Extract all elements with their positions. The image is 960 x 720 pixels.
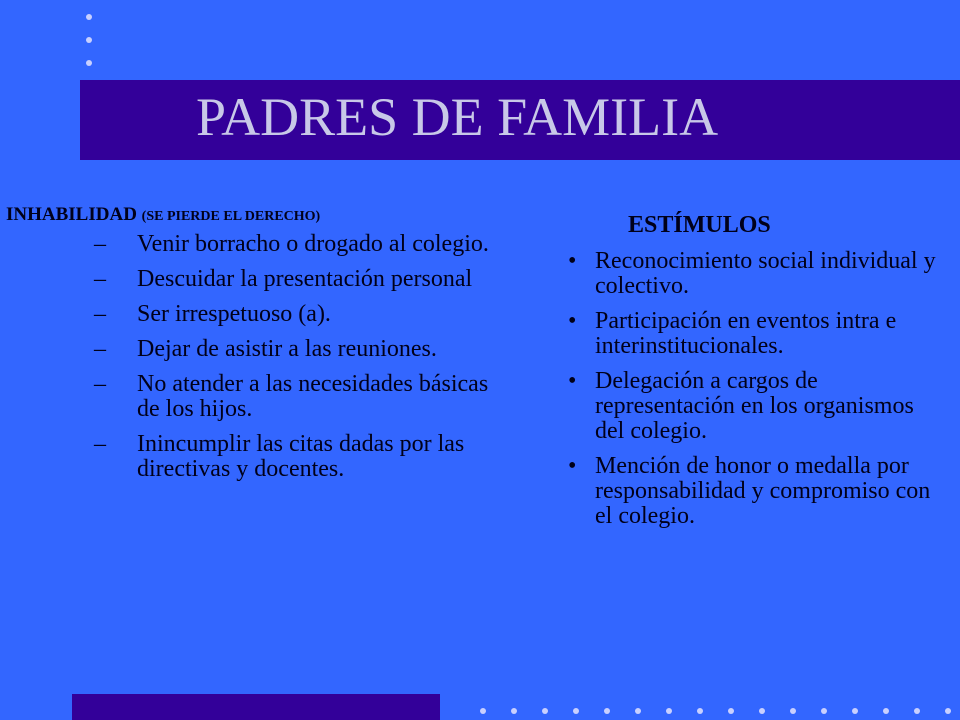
dot: [573, 708, 579, 714]
dash-marker: –: [94, 336, 106, 362]
dot: [604, 708, 610, 714]
dash-marker: –: [94, 266, 106, 292]
list-item-text: Descuidar la presentación personal: [137, 266, 473, 292]
dot: [511, 708, 517, 714]
dot: [883, 708, 889, 714]
list-item: [566, 309, 946, 359]
list-item: [6, 372, 516, 422]
estimulos-column: [566, 212, 946, 539]
dot: [635, 708, 641, 714]
decorative-dots-horizontal: [470, 706, 960, 716]
dash-marker: –: [94, 431, 106, 457]
inhabilidad-heading-main: INHABILIDAD: [6, 204, 137, 225]
slide-title: PADRES DE FAMILIA: [196, 87, 719, 147]
list-item-text: Venir borracho o drogado al colegio.: [137, 231, 489, 257]
dot: [759, 708, 765, 714]
dot: [86, 60, 92, 66]
dot: [821, 708, 827, 714]
dot: [86, 14, 92, 20]
dot: [852, 708, 858, 714]
list-item-text: Dejar de asistir a las reuniones.: [137, 336, 437, 362]
list-item-text: Reconocimiento social individual y colectivo.: [595, 248, 936, 299]
dot: [728, 708, 734, 714]
dot: [666, 708, 672, 714]
list-item-text: No atender a las necesidades básicas de los hijos.: [137, 371, 489, 422]
bottom-bar: [72, 694, 440, 720]
estimulos-list: [566, 249, 946, 529]
list-item: [566, 454, 946, 529]
dash-marker: –: [94, 231, 106, 257]
bullet-marker: •: [568, 248, 577, 274]
dot: [542, 708, 548, 714]
list-item: [566, 249, 946, 299]
dash-marker: –: [94, 371, 106, 397]
list-item: [6, 337, 516, 362]
inhabilidad-heading-note: (SE PIERDE EL DERECHO): [141, 209, 321, 224]
dash-marker: –: [94, 301, 106, 327]
dot: [945, 708, 951, 714]
list-item: [6, 302, 516, 327]
bullet-marker: •: [568, 368, 577, 394]
list-item-text: Mención de honor o medalla por responsabilidad y compromiso con el colegio.: [595, 453, 931, 529]
list-item-text: Participación en eventos intra e interinstitucionales.: [595, 308, 897, 359]
list-item-text: Delegación a cargos de representación en los organismos del colegio.: [595, 368, 914, 444]
bullet-marker: •: [568, 308, 577, 334]
estimulos-heading: ESTÍMULOS: [628, 212, 771, 238]
inhabilidad-list: [6, 232, 516, 482]
list-item: [566, 369, 946, 444]
dot: [697, 708, 703, 714]
list-item: [6, 232, 516, 257]
dot: [914, 708, 920, 714]
dot: [86, 37, 92, 43]
bullet-marker: •: [568, 453, 577, 479]
dot: [480, 708, 486, 714]
list-item-text: Inincumplir las citas dadas por las directivas y docentes.: [137, 431, 465, 482]
list-item: [6, 432, 516, 482]
decorative-dots-vertical: [84, 10, 94, 70]
inhabilidad-column: [6, 204, 516, 492]
dot: [790, 708, 796, 714]
inhabilidad-heading: [6, 204, 516, 226]
list-item-text: Ser irrespetuoso (a).: [137, 301, 331, 327]
list-item: [6, 267, 516, 292]
